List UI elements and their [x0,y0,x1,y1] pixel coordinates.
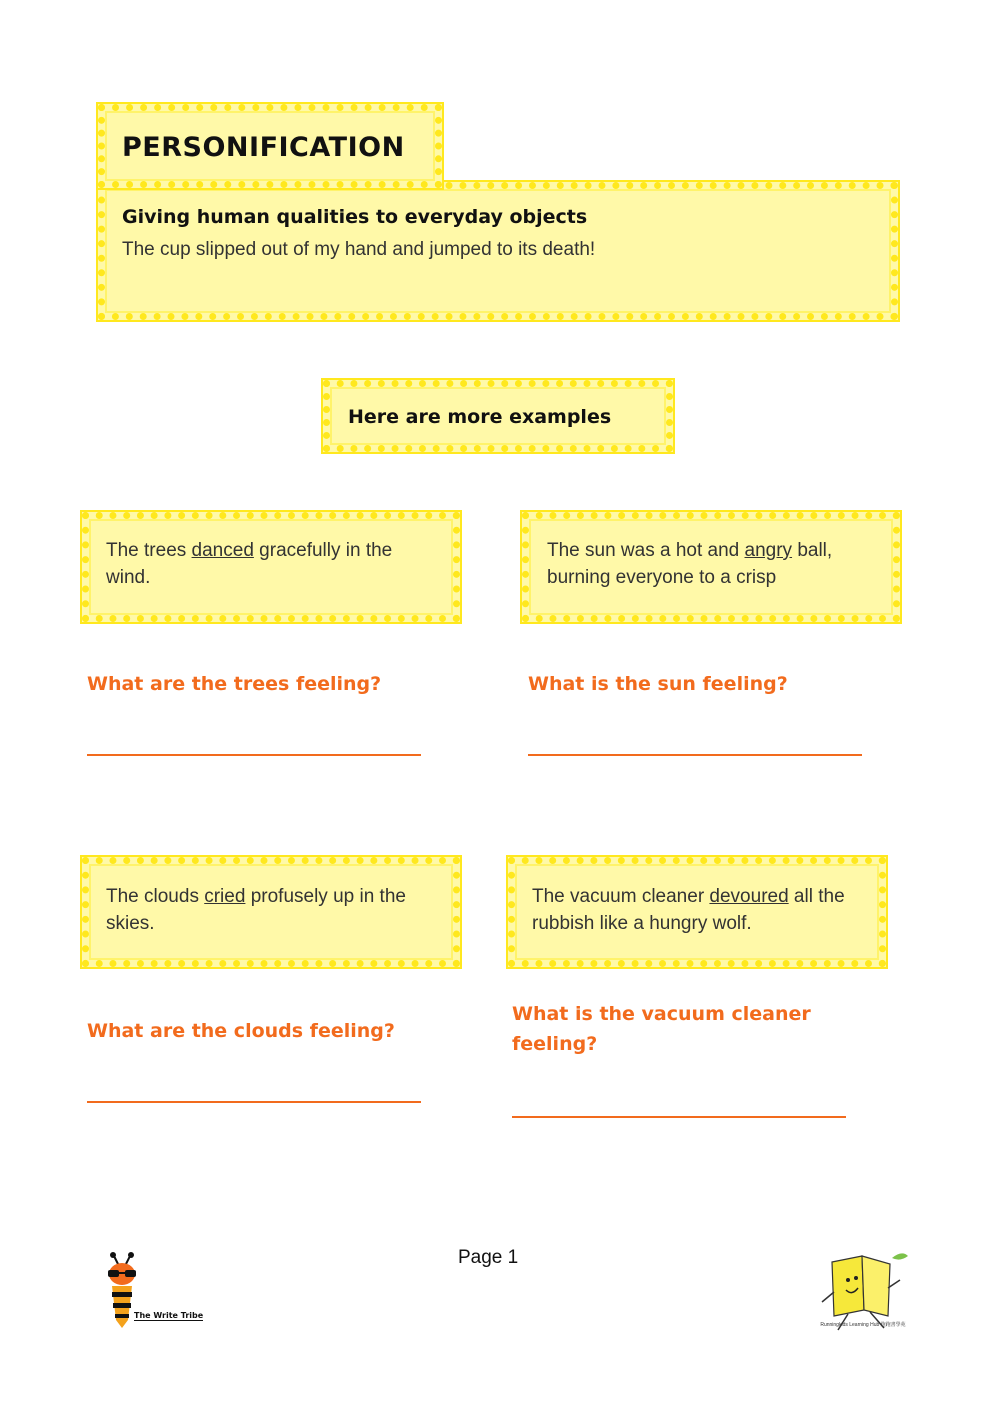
logo-left-caption: The Write Tribe [134,1311,204,1320]
personified-verb: danced [191,540,254,561]
more-examples-label: Here are more examples [348,406,612,428]
running-book-logo-icon [812,1244,912,1344]
definition-heading: Giving human qualities to everyday objects [122,206,588,228]
example-text-vacuum: The vacuum cleaner devoured all the rubbish like a hungry wolf. [532,886,845,934]
question-vacuum: What is the vacuum cleaner feeling? [512,1003,811,1055]
question-trees: What are the trees feeling? [87,673,382,695]
question-sun: What is the sun feeling? [528,673,788,695]
page-title: PERSONIFICATION [122,132,405,163]
definition-example: The cup slipped out of my hand and jumped to its death! [122,239,596,260]
example-text-clouds: The clouds cried profusely up in the skies. [106,886,406,934]
example-text-trees: The trees danced gracefully in the wind. [106,540,393,588]
personified-verb: devoured [709,886,789,907]
personified-verb: cried [204,886,246,907]
answer-line-clouds[interactable] [87,1101,421,1103]
page-number: Page 1 [458,1247,519,1268]
answer-line-vacuum[interactable] [512,1116,846,1118]
logo-right-caption: Runningkids Learning Hub 跑跑書學苑 [820,1322,906,1328]
question-clouds: What are the clouds feeling? [87,1020,395,1042]
answer-line-sun[interactable] [528,754,862,756]
example-text-sun: The sun was a hot and angry ball, burning everyone to a crisp [547,540,833,588]
answer-line-trees[interactable] [87,754,421,756]
personified-verb: angry [744,540,793,561]
